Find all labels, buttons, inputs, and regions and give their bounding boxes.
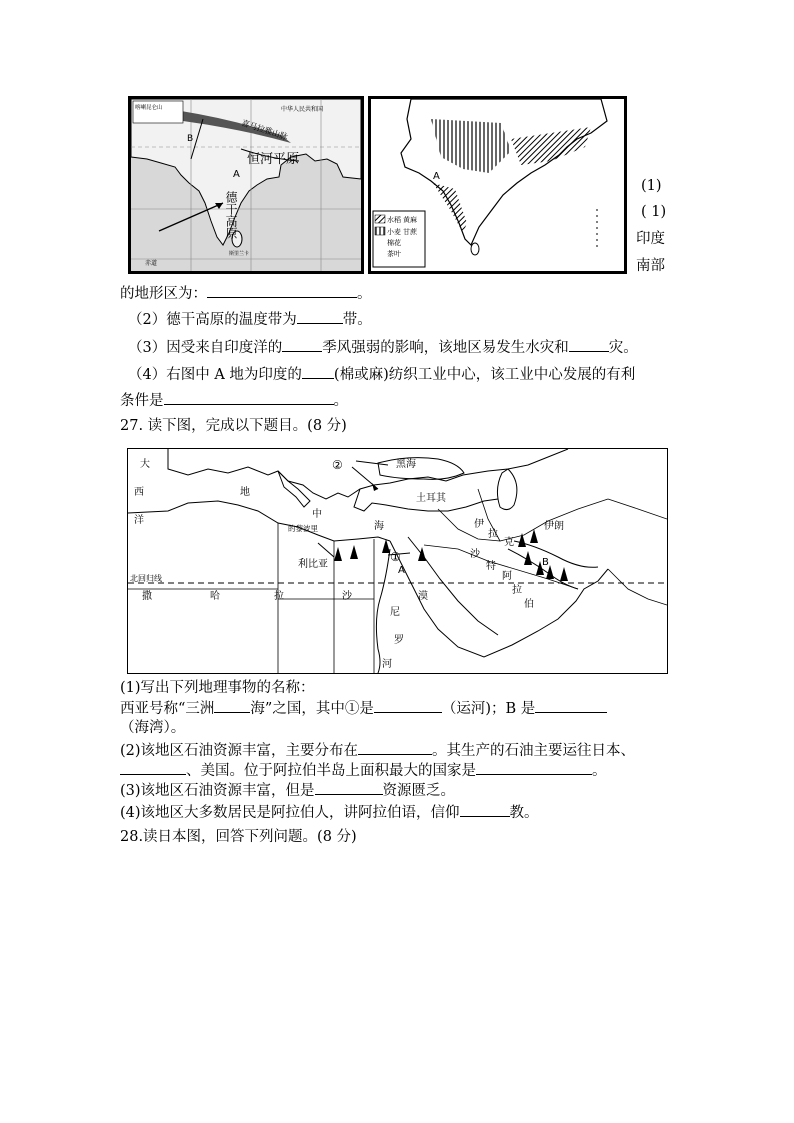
label-nile-2: 罗 <box>394 635 404 646</box>
blank-cotton-or-jute[interactable] <box>302 364 334 379</box>
map1-label-a: A <box>233 169 240 180</box>
q27-p1: (1)写出下列地理事物的名称： <box>120 680 315 696</box>
q27-p3 <box>120 780 455 801</box>
blank-gulf[interactable] <box>535 698 607 713</box>
label-saudi-5: 伯 <box>524 599 534 610</box>
legend-wheat: 小麦 <box>387 228 401 236</box>
q26-q3-text: （3）因受来自印度洋的 <box>128 340 283 356</box>
label-sahara-2: 哈 <box>210 591 220 602</box>
q26-q4-cont-text: 条件是 <box>120 393 164 409</box>
label-turkey: 土耳其 <box>416 493 446 504</box>
map1-label-srilanka: 斯里兰卡 <box>229 251 250 257</box>
legend-rice: 水稻 <box>387 216 401 224</box>
blank-oil-region[interactable] <box>358 740 432 755</box>
q27-p2b: 。其生产的石油主要运往日本、 <box>432 743 636 759</box>
q26-side-4: 南部 <box>636 258 665 274</box>
label-saudi-2: 特 <box>486 561 496 572</box>
label-nile-3: 河 <box>382 659 392 670</box>
blank-conditions[interactable] <box>164 390 334 405</box>
india-crops-map <box>368 96 627 274</box>
blank-destination[interactable] <box>120 760 186 775</box>
label-tropic: 北回归线 <box>130 574 162 583</box>
blank-landform[interactable] <box>207 283 357 298</box>
q27-p4 <box>120 802 539 823</box>
blank-largest-country[interactable] <box>476 760 592 775</box>
q26-q4-end: 。 <box>333 393 348 409</box>
q28-title: 28.读日本图，回答下列问题。(8 分) <box>120 829 357 845</box>
label-saudi-4: 拉 <box>512 585 522 596</box>
q26-line1 <box>120 283 372 304</box>
q27-p2d: 。 <box>592 763 607 779</box>
label-iran: 伊朗 <box>544 521 564 532</box>
label-atlantic-1: 大 <box>140 459 150 470</box>
legend-tea: 茶叶 <box>387 250 401 258</box>
label-saudi-3: 阿 <box>502 571 512 582</box>
west-asia-map <box>127 448 668 674</box>
blank-canal[interactable] <box>374 698 442 713</box>
q26-q3-end: 灾。 <box>608 340 638 356</box>
q27-p2c: 、美国。位于阿拉伯半岛上面积最大的国家是 <box>186 763 476 779</box>
map1-label-himalaya: 喜马拉雅山脉 <box>240 118 289 142</box>
label-nile-1: 尼 <box>390 607 400 618</box>
label-tripoli: 的黎波里 <box>288 524 318 533</box>
label-sahara-5: 漠 <box>418 591 428 602</box>
label-circle-2: ② <box>332 458 343 472</box>
label-sahara-1: 撒 <box>142 591 152 602</box>
q26-line1-text: 的地形区为： <box>120 286 207 302</box>
q26-q4-text: （4）右图中 A 地为印度的 <box>128 367 302 383</box>
oil-marker <box>418 547 426 561</box>
map1-label-ganges: 恒河平原 <box>247 152 300 167</box>
blank-disaster[interactable] <box>569 337 609 352</box>
blank-monsoon[interactable] <box>282 337 322 352</box>
legend-cotton: 棉花 <box>387 239 401 247</box>
blank-temperature-zone[interactable] <box>297 309 343 324</box>
label-a: A <box>398 565 405 576</box>
label-b: B <box>542 557 549 568</box>
blank-religion[interactable] <box>460 802 510 817</box>
q26-q2-end: 带。 <box>342 312 372 328</box>
q26-q4-cont <box>120 390 348 411</box>
oil-marker <box>350 545 358 559</box>
map2-label-a: A <box>433 171 440 182</box>
q27-p3b: 资源匮乏。 <box>382 783 456 799</box>
q26-q2-text: （2）德干高原的温度带为 <box>128 312 297 328</box>
label-atlantic-3: 洋 <box>134 515 144 526</box>
oil-marker <box>334 547 342 561</box>
label-med-1: 地 <box>240 487 250 498</box>
label-iraq-2: 拉 <box>488 529 498 540</box>
q26-side-2: ( 1) <box>641 204 667 220</box>
label-libya: 利比亚 <box>298 559 328 570</box>
label-iraq-1: 伊 <box>474 519 484 530</box>
legend-sugarcane: 甘蔗 <box>403 228 417 236</box>
map1-label-china: 中华人民共和国 <box>281 106 324 113</box>
q27-p1d: （海湾）。 <box>120 720 186 736</box>
legend-jute: 黄麻 <box>403 216 417 224</box>
q26-q4 <box>128 364 635 385</box>
q27-p3a: (3)该地区石油资源丰富，但是 <box>120 783 315 799</box>
label-sahara-3: 拉 <box>274 591 284 602</box>
oil-marker <box>518 533 526 547</box>
q26-side-1: (1) <box>641 178 662 194</box>
q26-q3 <box>128 337 638 358</box>
blank-scarce-resource[interactable] <box>315 780 383 795</box>
q27-p4a: (4)该地区大多数居民是阿拉伯人，讲阿拉伯语，信仰 <box>120 805 460 821</box>
india-physical-map <box>128 96 364 274</box>
label-atlantic-2: 西 <box>134 487 144 498</box>
q27-p2a: (2)该地区石油资源丰富，主要分布在 <box>120 743 359 759</box>
map1-label-equator: 赤道 <box>145 260 158 267</box>
map1-label-b: B <box>187 134 194 144</box>
q26-q2 <box>128 309 372 330</box>
q26-q4-mid: (棉或麻)纺织工业中心，该工业中心发展的有利 <box>333 367 636 383</box>
q27-p4b: 教。 <box>509 805 539 821</box>
q27-p2-cont <box>120 760 607 781</box>
label-sahara-4: 沙 <box>342 591 352 602</box>
q27-title: 27. 读下图，完成以下题目。(8 分) <box>120 418 347 434</box>
map1-legend-text: 喀喇昆仑山 <box>135 105 163 111</box>
q26-line1-end: 。 <box>357 286 372 302</box>
q27-p1c: （运河)；B 是 <box>441 701 536 717</box>
blank-five[interactable] <box>214 698 250 713</box>
label-med-3: 海 <box>374 521 384 532</box>
q27-p2 <box>120 740 635 761</box>
label-circle-1: ① <box>390 550 401 564</box>
q26-side-3: 印度 <box>636 231 665 247</box>
label-med-2: 中 <box>312 509 322 520</box>
label-black-sea: 黑海 <box>396 459 416 470</box>
q26-q3-mid: 季风强弱的影响，该地区易发生水灾和 <box>322 340 569 356</box>
label-saudi-1: 沙 <box>470 549 480 560</box>
q27-p1-line <box>120 698 607 719</box>
q27-p1a: 西亚号称“三洲 <box>120 701 215 717</box>
q27-p1b: 海”之国，其中①是 <box>250 701 374 717</box>
map1-label-deccan: 德干高原 <box>224 191 238 239</box>
label-iraq-3: 克 <box>504 537 514 548</box>
oil-marker <box>560 567 568 581</box>
